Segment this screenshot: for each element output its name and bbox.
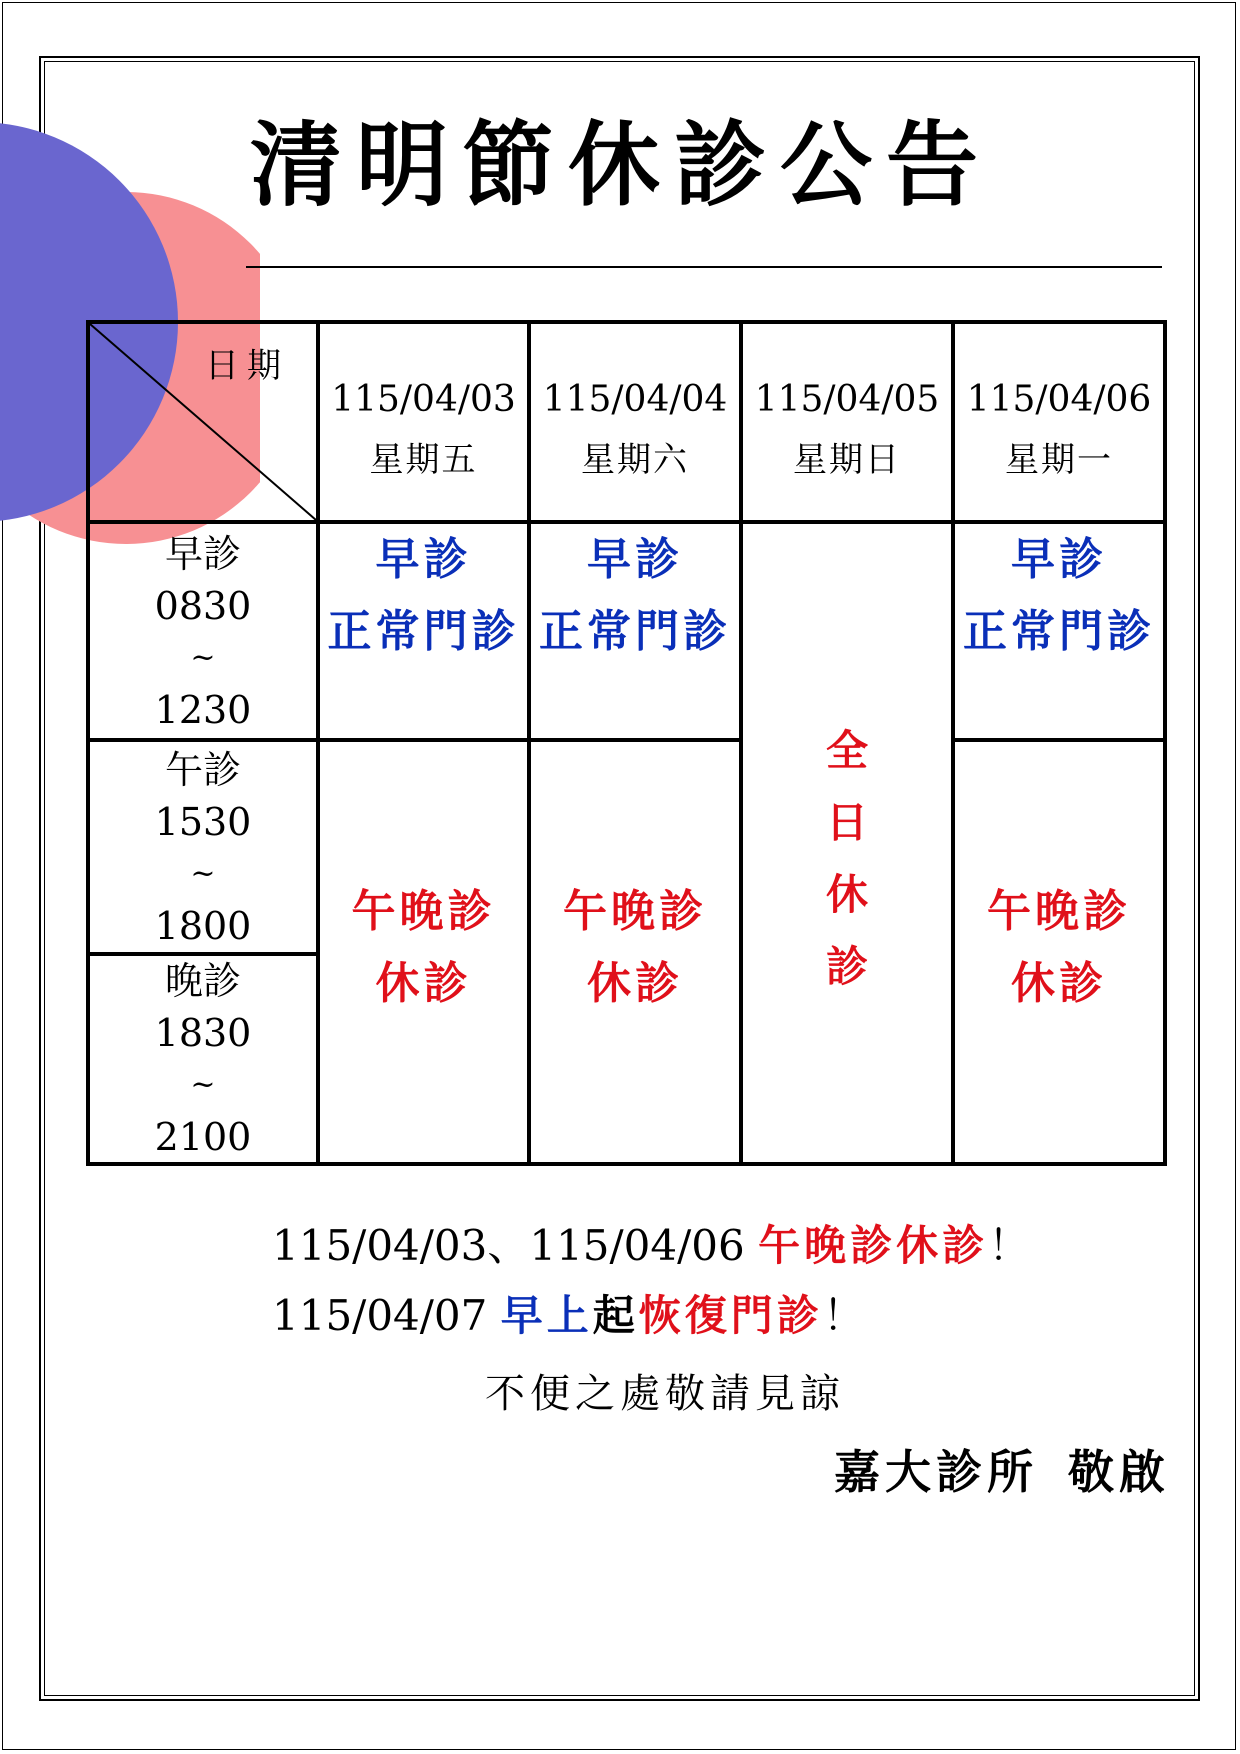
session-label-evening xyxy=(90,956,316,1162)
note-date: 115/04/07 xyxy=(272,1291,501,1340)
signature-clinic: 嘉大診所 xyxy=(834,1445,1038,1499)
header-col-2 xyxy=(531,360,739,500)
cell-line: 正常門診 xyxy=(327,606,520,657)
signature xyxy=(834,1436,1170,1502)
header-weekday: 星期五 xyxy=(369,440,478,480)
cell-line: 午晚診 xyxy=(563,886,707,937)
session-name: 晚診 xyxy=(164,959,241,1003)
cell-line: 早診 xyxy=(587,534,683,585)
evening-closed-cell-2 xyxy=(531,744,739,1162)
note-from: 起 xyxy=(592,1291,639,1340)
session-start: 0830 xyxy=(154,584,252,628)
header-date: 115/04/04 xyxy=(542,379,728,420)
header-date: 115/04/03 xyxy=(331,379,516,420)
cell-char: 日 xyxy=(825,798,868,847)
apology-text: 不便之處敬請見諒 xyxy=(485,1371,845,1417)
cell-line: 休診 xyxy=(375,958,472,1009)
session-label-morning xyxy=(90,526,316,738)
session-label-afternoon xyxy=(90,744,316,952)
cell-line: 午晚診 xyxy=(351,886,496,937)
signature-closing: 敬啟 xyxy=(1068,1445,1170,1499)
header-weekday: 星期一 xyxy=(1005,440,1113,480)
closure-note xyxy=(272,1216,1030,1276)
page-title: 清明節休診公告 xyxy=(250,111,993,219)
session-start: 1830 xyxy=(154,1011,252,1055)
header-weekday: 星期日 xyxy=(793,440,901,480)
header-col-4 xyxy=(955,360,1163,500)
reopen-note xyxy=(272,1286,865,1346)
session-end: 1230 xyxy=(154,688,252,732)
header-col-1 xyxy=(320,360,527,500)
evening-closed-cell-1 xyxy=(320,744,527,1162)
morning-open-cell-2 xyxy=(531,526,739,666)
cell-char: 休 xyxy=(825,870,868,919)
note-end: ！ xyxy=(822,1291,865,1340)
cell-line: 正常門診 xyxy=(963,606,1155,657)
header-date: 115/04/05 xyxy=(754,379,940,420)
session-end: 2100 xyxy=(154,1115,252,1159)
session-name: 午診 xyxy=(164,748,241,792)
session-sep: ~ xyxy=(190,640,216,675)
header-col-3 xyxy=(743,360,951,500)
cell-char: 診 xyxy=(825,942,868,991)
note-status: 恢復門診 xyxy=(638,1291,823,1340)
note-status: 午晚診休診 xyxy=(758,1221,989,1270)
note-end: ！ xyxy=(988,1221,1031,1270)
note-dates: 115/04/03、115/04/06 xyxy=(272,1221,759,1270)
header-date: 115/04/06 xyxy=(966,379,1152,420)
morning-open-cell-4 xyxy=(955,526,1163,666)
session-name: 早診 xyxy=(164,532,241,576)
cell-line: 休診 xyxy=(1011,958,1107,1009)
session-start: 1530 xyxy=(154,800,252,844)
corner-date-label: 日期 xyxy=(205,346,289,386)
note-time: 早上 xyxy=(500,1291,593,1340)
session-sep: ~ xyxy=(190,1067,216,1102)
cell-line: 早診 xyxy=(375,534,472,585)
morning-open-cell-1 xyxy=(320,526,527,666)
cell-line: 早診 xyxy=(1011,534,1107,585)
header-weekday: 星期六 xyxy=(581,440,689,480)
cell-line: 午晚診 xyxy=(987,886,1131,937)
cell-line: 休診 xyxy=(587,958,683,1009)
session-sep: ~ xyxy=(190,856,216,891)
session-end: 1800 xyxy=(154,904,252,948)
allday-closed-cell xyxy=(743,526,951,1162)
cell-char: 全 xyxy=(825,726,868,775)
evening-closed-cell-4 xyxy=(955,744,1163,1162)
cell-line: 正常門診 xyxy=(539,606,731,657)
